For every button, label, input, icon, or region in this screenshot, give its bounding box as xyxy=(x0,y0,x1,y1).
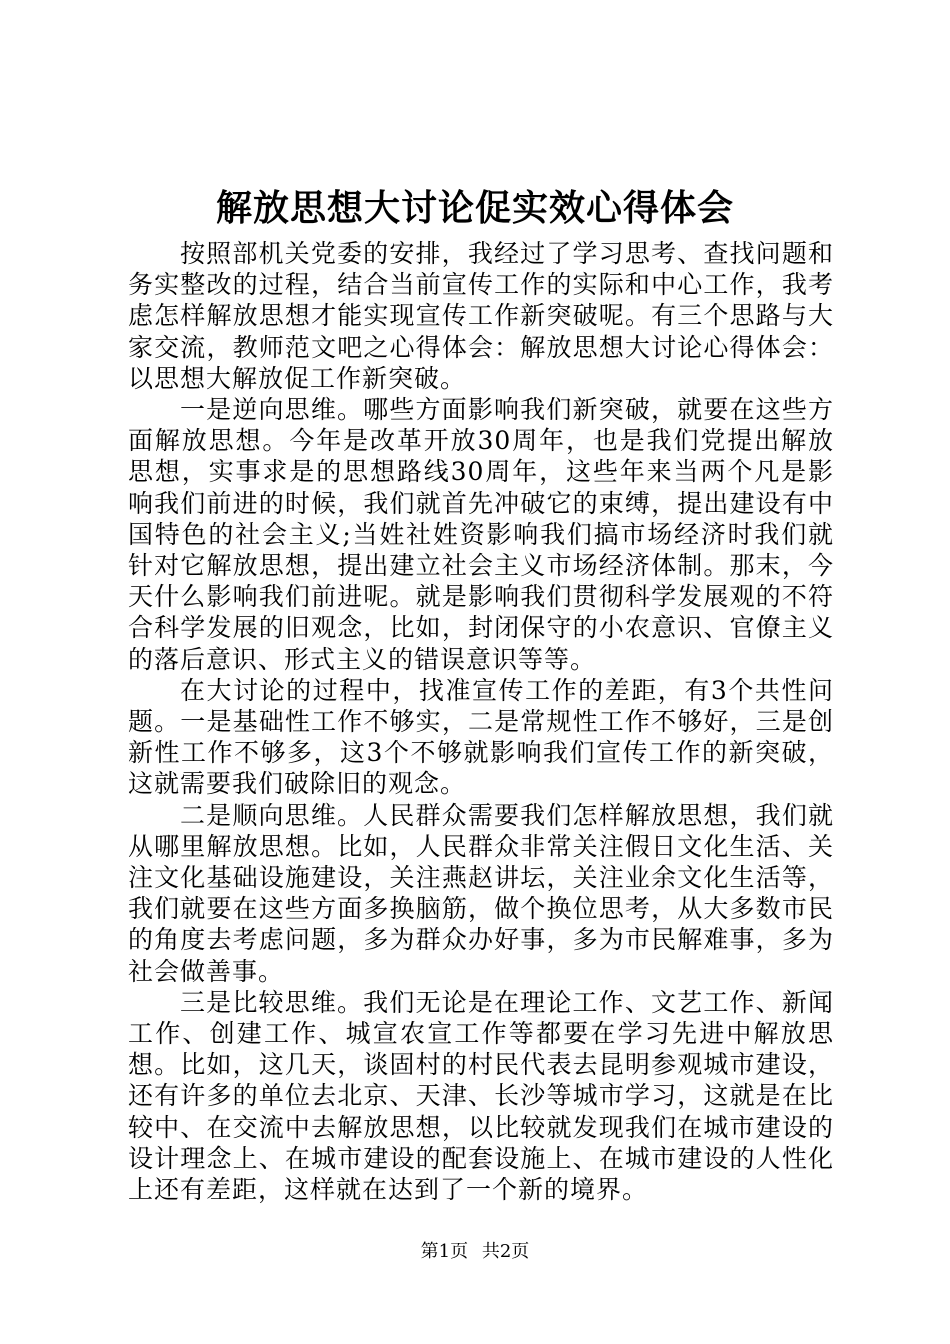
page-total: 共2页 xyxy=(481,1241,530,1262)
paragraph-reverse-thinking: 一是逆向思维。哪些方面影响我们新突破，就要在这些方面解放思想。今年是改革开放30周年，也是我们党提出解放思想，实事求是的思想路线30周年，这些年来当两个凡是影响我们前进的时候，我们就首先冲破它的束缚，提出建设有中国特色的社会主义;当姓社姓资影响我们搞市场经济时我们就针对它解放思想，提出建立社会主义市场经济体制。那末，今天什么影响我们前进呢。就是影响我们贯彻科学发展观的不符合科学发展的旧观念，比如，封闭保守的小农意识、官僚主义的落后意识、形式主义的错误意识等等。 xyxy=(128,395,834,674)
document-body xyxy=(128,238,834,1205)
paragraph-forward-thinking: 二是顺向思维。人民群众需要我们怎样解放思想，我们就从哪里解放思想。比如，人民群众非常关注假日文化生活、关注文化基础设施建设，关注燕赵讲坛，关注业余文化生活等，我们就要在这些方面多换脑筋，做个换位思考，从大多数市民的角度去考虑问题，多为群众办好事，多为市民解难事，多为社会做善事。 xyxy=(128,800,834,986)
paragraph-intro: 按照部机关党委的安排，我经过了学习思考、查找问题和务实整改的过程，结合当前宣传工作的实际和中心工作，我考虑怎样解放思想才能实现宣传工作新突破呢。有三个思路与大家交流，教师范文吧之心得体会：解放思想大讨论心得体会：以思想大解放促工作新突破。 xyxy=(128,239,834,393)
document-title: 解放思想大讨论促实效心得体会 xyxy=(215,187,734,229)
paragraph-gaps: 在大讨论的过程中，找准宣传工作的差距，有3个共性问题。一是基础性工作不够实，二是常规性工作不够好，三是创新性工作不够多，这3个不够就影响我们宣传工作的新突破，这就需要我们破除旧的观念。 xyxy=(128,675,834,799)
page-footer xyxy=(0,1240,950,1264)
page-number: 第1页 xyxy=(420,1241,469,1262)
paragraph-comparative-thinking: 三是比较思维。我们无论是在理论工作、文艺工作、新闻工作、创建工作、城宣农宣工作等都要在学习先进中解放思想。比如，这几天，谈固村的村民代表去昆明参观城市建设，还有许多的单位去北京、天津、长沙等城市学习，这就是在比较中、在交流中去解放思想，以比较就发现我们在城市建设的设计理念上、在城市建设的配套设施上、在城市建设的人性化上还有差距，这样就在达到了一个新的境界。 xyxy=(128,987,834,1205)
